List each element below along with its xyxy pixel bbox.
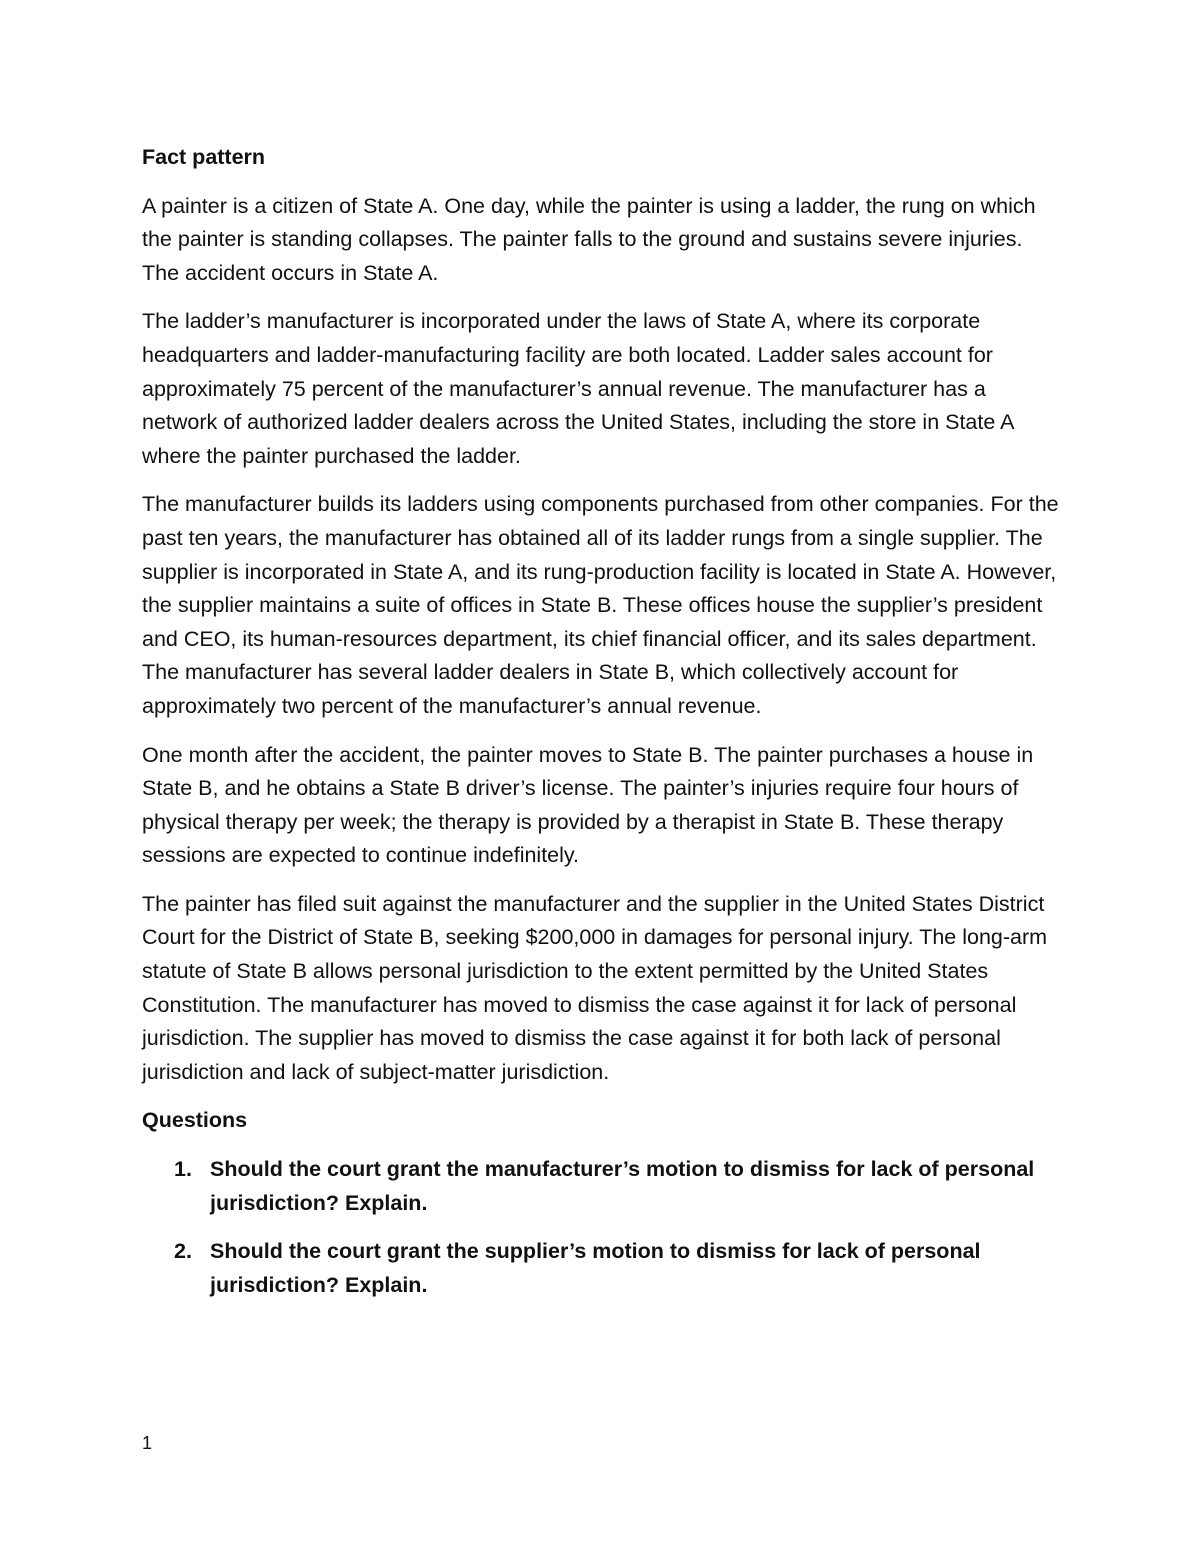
fact-pattern-heading: Fact pattern (142, 145, 266, 169)
paragraph-3: The manufacturer builds its ladders using components purchased from other companies. For the past ten years, the manufacturer has obtained all of its ladder rungs from a single supplier. The supplier is incorporated in State A, and its rung-production facility is located in State A. However, the supplier maintains a suite of offices in State B. These offices house the supplier’s president and CEO, its human-resources department, its chief financial officer, and its sales department. The manufacturer has several ladder dealers in State B, which collectively account for approximately two percent of the manufacturer’s annual revenue. (142, 492, 1059, 718)
paragraph-5: The painter has filed suit against the manufacturer and the supplier in the United States District Court for the District of State B, seeking $200,000 in damages for personal injury. The long-arm statute of State B allows personal jurisdiction to the extent permitted by the United States Constitution. The manufacturer has moved to dismiss the case against it for lack of personal jurisdiction. The supplier has moved to dismiss the case against it for both lack of personal jurisdiction and lack of subject-matter jurisdiction. (142, 891, 1048, 1084)
paragraph-4: One month after the accident, the painter moves to State B. The painter purchases a house in State B, and he obtains a State B driver’s license. The painter’s injuries require four hours of physical therapy per week; the therapy is provided by a therapist in State B. These therapy sessions are expected to continue indefinitely. (142, 742, 1034, 868)
question-number: 1. (174, 1157, 192, 1182)
paragraph-1: A painter is a citizen of State A. One day, while the painter is using a ladder, the rung on which the painter is standing collapses. The painter falls to the ground and sustains severe injuries. The accident occurs in State A. (142, 193, 1036, 285)
question-text: Should the court grant the manufacturer’s motion to dismiss for lack of personal jurisdiction? Explain. (210, 1157, 1035, 1215)
document-body (142, 141, 1062, 1317)
page-number: 1 (142, 1433, 153, 1453)
questions-list (142, 1153, 1062, 1302)
questions-heading: Questions (142, 1108, 248, 1133)
paragraph-2: The ladder’s manufacturer is incorporated under the laws of State A, where its corporate headquarters and ladder-manufacturing facility are both located. Ladder sales account for approximately 75 percent of the manufacturer’s annual revenue. The manufacturer has a network of authorized ladder dealers across the United States, including the store in State A where the painter purchased the ladder. (142, 309, 1014, 468)
question-number: 2. (174, 1239, 192, 1264)
question-item (142, 1235, 1062, 1302)
question-item (142, 1153, 1062, 1220)
question-text: Should the court grant the supplier’s motion to dismiss for lack of personal jurisdiction? Explain. (210, 1239, 981, 1297)
